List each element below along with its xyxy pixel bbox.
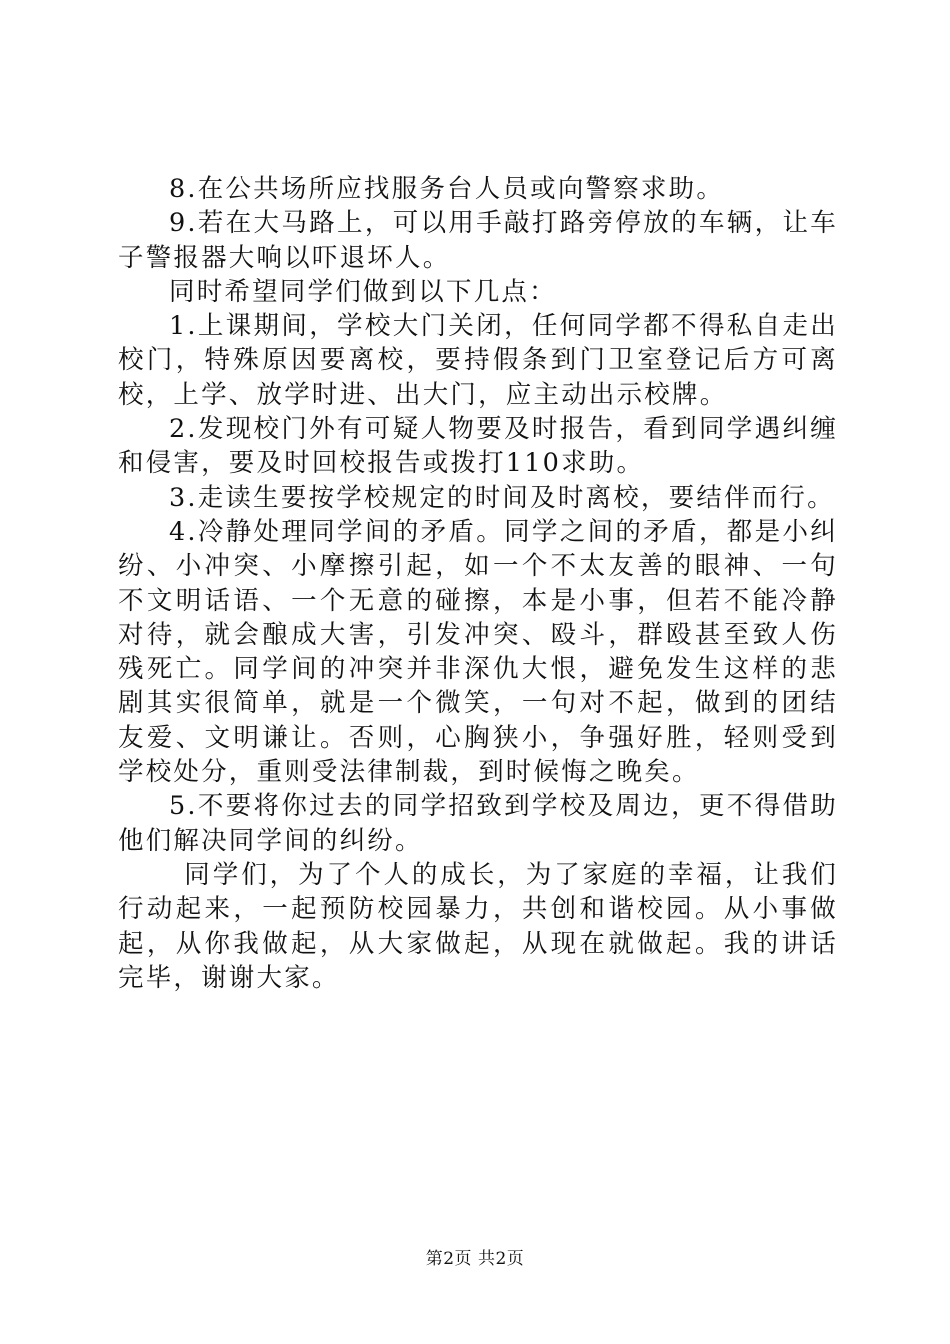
paragraph-item-9: 9.若在大马路上，可以用手敲打路旁停放的车辆，让车子警报器大响以吓退坏人。 [118,208,838,273]
page-number-footer: 第2页 共2页 [425,1249,525,1269]
paragraph-closing: 同学们，为了个人的成长，为了家庭的幸福，让我们行动起来，一起预防校园暴力，共创和谐校园。从小事做起，从你我做起，从大家做起，从现在就做起。我的讲话完毕，谢谢大家。 [118,859,838,993]
paragraph-item-8: 8.在公共场所应找服务台人员或向警察求助。 [169,174,725,204]
paragraph-point-5: 5.不要将你过去的同学招致到学校及周边，更不得借助他们解决同学间的纠纷。 [118,791,838,856]
paragraph-point-3: 3.走读生要按学校规定的时间及时离校，要结伴而行。 [169,482,835,513]
paragraph-point-2: 2.发现校门外有可疑人物要及时报告，看到同学遇纠缠和侵害，要及时回校报告或拨打110求助。 [118,414,838,479]
document-body [118,172,838,995]
paragraph-intro-points: 同时希望同学们做到以下几点： [169,276,557,307]
paragraph-point-1: 1.上课期间，学校大门关闭，任何同学都不得私自走出校门，特殊原因要离校，要持假条到门卫室登记后方可离校，上学、放学时进、出大门，应主动出示校牌。 [118,311,838,410]
paragraph-point-4: 4.冷静处理同学间的矛盾。同学之间的矛盾，都是小纠纷、小冲突、小摩擦引起，如一个不太友善的眼神、一句不文明话语、一个无意的碰擦，本是小事，但若不能冷静对待，就会酿成大害，引发冲突、殴斗，群殴甚至致人伤残死亡。同学间的冲突并非深仇大恨，避免发生这样的悲剧其实很简单，就是一个微笑，一句对不起，做到的团结友爱、文明谦让。否则，心胸狭小，争强好胜，轻则受到学校处分，重则受法律制裁，到时候悔之晚矣。 [118,516,838,788]
